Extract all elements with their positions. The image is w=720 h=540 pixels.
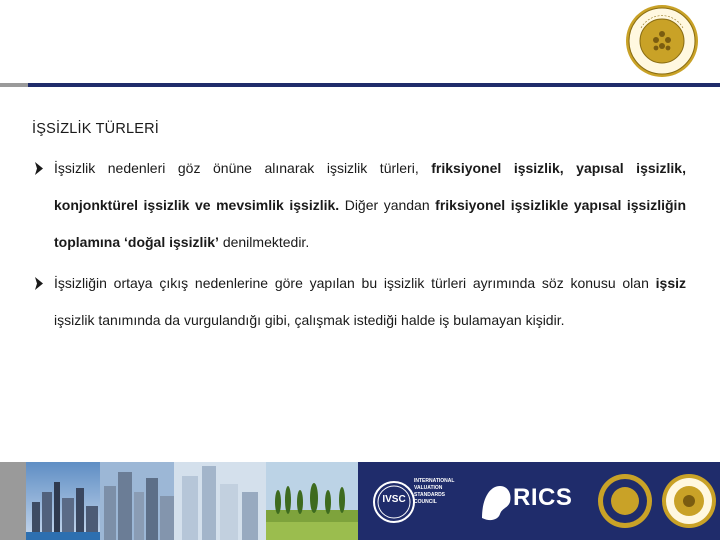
rics-logo-text: RICS xyxy=(513,484,573,511)
university-seal-logo xyxy=(625,4,699,78)
ivsc-abbr: IVSC xyxy=(382,494,406,505)
ivsc-text xyxy=(414,478,464,506)
city-skyline-photo-1 xyxy=(26,462,100,540)
footer-gray-bar xyxy=(0,462,26,540)
chamber-seal-logo xyxy=(596,466,654,536)
bullet-2-seg-2: işsiz xyxy=(655,275,686,291)
field-trees-photo xyxy=(266,462,358,540)
bullet-1-seg-5: denilmektedir. xyxy=(218,234,310,250)
bullet-1-seg-2: friksiyonel işsizlik, yapısal işsizlik, konjonktürel işsizlik ve mevsimlik işsizlik. xyxy=(54,160,686,213)
bullet-2-seg-3: işsizlik tanımında da vurgulandığı gibi, çalışmak istediği halde iş bulamayan kişidir. xyxy=(54,312,565,328)
bullet-2-seg-1: İşsizliğin ortaya çıkış nedenlerine göre yapılan bu işsizlik türleri ayrımında söz konusu olan xyxy=(54,275,656,291)
arrow-bullet-icon xyxy=(32,265,46,302)
bullet-1-seg-3: Diğer yandan xyxy=(339,197,436,213)
city-skyline-photo-3 xyxy=(174,462,266,540)
bullet-2 xyxy=(32,265,686,339)
bullet-1-text xyxy=(54,150,686,261)
bullet-1-seg-4: friksiyonel işsizlikle yapısal işsizliğin toplamına ‘doğal işsizlik’ xyxy=(54,197,687,250)
bullet-2-text xyxy=(54,265,686,339)
university-seal-small-logo xyxy=(660,466,718,536)
ivsc-line: STANDARDS xyxy=(414,492,446,498)
header-rule-gray xyxy=(0,83,28,87)
ivsc-line: VALUATION xyxy=(414,485,443,491)
bullet-1 xyxy=(32,150,686,261)
header-rule-navy xyxy=(28,83,720,87)
bullet-1-seg-1: İşsizlik nedenleri göz önüne alınarak işsizlik türleri, xyxy=(54,160,432,176)
city-skyline-photo-2 xyxy=(100,462,174,540)
arrow-bullet-icon xyxy=(32,150,46,187)
slide-title: İŞSİZLİK TÜRLERİ xyxy=(32,121,160,137)
ivsc-line: INTERNATIONAL xyxy=(414,478,455,484)
partner-logos-bar xyxy=(358,462,720,540)
ivsc-line: COUNCIL xyxy=(414,499,437,505)
